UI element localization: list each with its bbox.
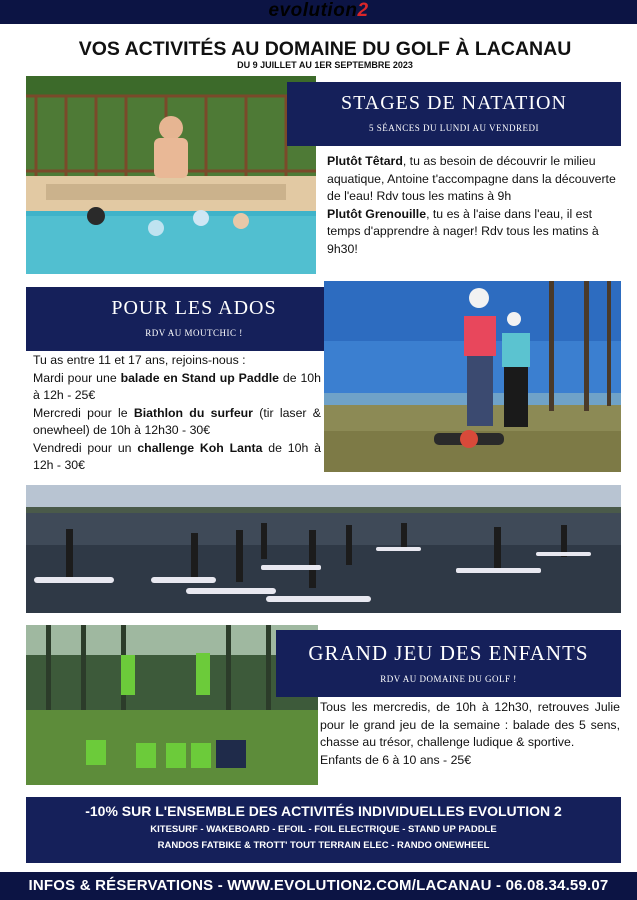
ados-text [33,352,321,475]
paddle-photo [26,485,621,613]
page-dates: DU 9 JUILLET AU 1ER SEPTEMBRE 2023 [237,60,413,70]
natation-header [287,82,621,146]
enfants-heading: GRAND JEU DES ENFANTS [308,641,589,665]
natation-p1-bold: Plutôt Têtard [327,154,403,168]
children-photo-illustration [26,625,318,785]
ados-line2-c: (tir laser & onewheel) de 10h à 12h30 - 30€ [33,405,321,437]
enfants-subheading: RDV AU DOMAINE DU GOLF ! [380,674,517,684]
ados-line1-b: balade en Stand up Paddle [120,370,279,385]
ados-header [26,287,362,351]
enfants-ages: Enfants de 6 à 10 ans - 25€ [320,752,472,767]
natation-p1-text: , tu as besoin de découvrir le milieu aquatique, Antoine t'accompagne dans la découverte de l'eau! Rdv tous les matins à 9h [327,154,616,203]
brand-logo-accent: 2 [357,0,369,21]
ados-line3-b: challenge Koh Lanta [137,440,263,455]
ados-intro: Tu as entre 11 et 17 ans, rejoins-nous : [33,353,246,367]
promo-line1: -10% SUR L'ENSEMBLE DES ACTIVITÉS INDIVIDUELLES EVOLUTION 2 [85,803,562,819]
paddle-photo-illustration [26,485,621,613]
promo-line2: KITESURF - WAKEBOARD - EFOIL - FOIL ELECTRIQUE - STAND UP PADDLE [150,824,497,835]
onewheel-photo-illustration [324,281,621,472]
enfants-description: Tous les mercredis, de 10h à 12h30, retrouves Julie pour le grand jeu de la semaine : balade des 5 sens, chasse au trésor, challenge ludique & sportive. [320,700,620,749]
promo-line3: RANDOS FATBIKE & TROTT' TOUT TERRAIN ELEC - RANDO ONEWHEEL [157,840,490,851]
natation-p2-text: , tu es à l'aise dans l'eau, il est temps d'apprendre à nager! Rdv tous les matins à 9h30! [327,206,599,256]
pool-photo [26,76,316,274]
page-title: VOS ACTIVITÉS AU DOMAINE DU GOLF À LACANAU [78,38,572,60]
natation-p2-bold: Plutôt Grenouille [327,206,427,221]
natation-heading: STAGES DE NATATION [341,92,567,114]
enfants-header [276,630,621,697]
onewheel-photo [324,281,621,472]
brand-logo [0,0,637,24]
natation-text [327,153,622,258]
ados-line1-a: Mardi pour une [33,370,121,385]
ados-line2-b: Biathlon du surfeur [133,405,253,420]
promo-banner [26,797,621,863]
ados-line1-c: de 10h à 12h - 25€ [33,370,321,402]
enfants-text [320,699,620,769]
natation-subheading: 5 SÉANCES DU LUNDI AU VENDREDI [368,123,540,133]
children-photo [26,625,318,785]
ados-subheading: RDV AU MOUTCHIC ! [145,328,243,338]
ados-line3-a: Vendredi pour un [33,440,138,455]
footer-contact: INFOS & RÉSERVATIONS - WWW.EVOLUTION2.COM/LACANAU - 06.08.34.59.07 [0,872,637,900]
ados-heading: POUR LES ADOS [111,297,277,319]
pool-photo-illustration [26,76,316,274]
brand-logo-text: evolution [268,0,358,21]
ados-line2-a: Mercredi pour le [33,405,134,420]
ados-line3-c: de 10h à 12h - 30€ [33,440,321,472]
